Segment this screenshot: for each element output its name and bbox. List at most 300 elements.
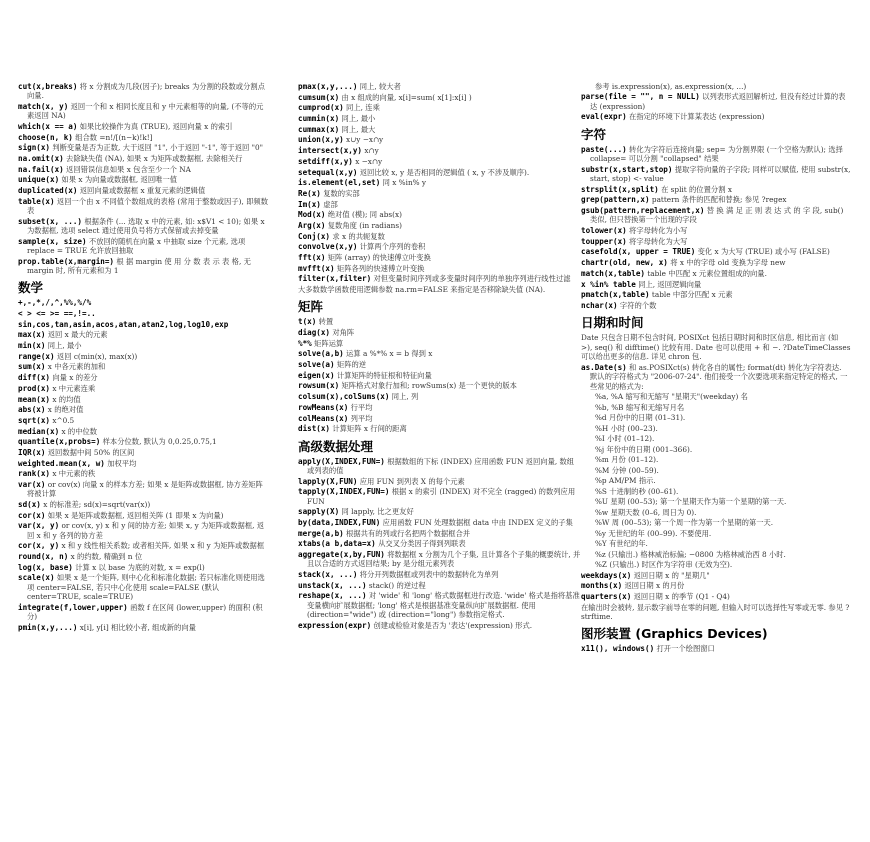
function-entry bbox=[581, 301, 851, 310]
function-signature: casefold(x, upper = TRUE) bbox=[581, 247, 696, 257]
function-signature: table(x) bbox=[18, 196, 55, 206]
function-signature: colsum(x),colSums(x) bbox=[298, 392, 390, 402]
function-signature: unstack(x, ...) bbox=[298, 580, 367, 590]
function-entry bbox=[298, 221, 581, 230]
function-signature: by(data,INDEX,FUN) bbox=[298, 517, 381, 527]
format-code-line: %d 月份中的日期 (01–31). bbox=[595, 413, 686, 423]
function-signature: diff(x) bbox=[18, 373, 51, 383]
function-entry bbox=[298, 424, 581, 433]
paragraph: 在输出时会被转, 显示数字前导在零的问题, 但输入时可以选择性写零或无零. 参见 ?strftime. bbox=[581, 602, 850, 621]
function-signature: solve(a) bbox=[298, 360, 335, 370]
function-signature: log(x, base) bbox=[18, 562, 73, 572]
function-description: 如果 x 是一个矩阵, 则中心化和标准化数据; 若只标准化则使用选项 center=FALSE, 若只中心化使用 scale=FALSE (默认 center=TRUE, scale=TRUE) bbox=[27, 573, 265, 602]
function-signature: Re(x) bbox=[298, 188, 321, 198]
function-entry bbox=[18, 186, 270, 195]
function-signature: apply(X,INDEX,FUN=) bbox=[298, 456, 385, 466]
function-entry bbox=[298, 414, 581, 423]
function-signature: weekdays(x) bbox=[581, 570, 632, 580]
function-signature: mvfft(x) bbox=[298, 263, 335, 273]
function-description: x 中元素的秩 bbox=[52, 469, 96, 479]
function-description: x[i], y[i] 相比较小者, 组成新的向量 bbox=[79, 622, 196, 632]
section-heading: 日期和时间 bbox=[581, 315, 644, 331]
function-description: 同上, 较大者 bbox=[359, 82, 401, 91]
function-entry bbox=[18, 405, 270, 414]
function-description: 将 x 中的字母 old 变换为字母 new bbox=[670, 258, 786, 268]
function-description: 应用 FUN 到列表 X 的每个元素 bbox=[359, 476, 465, 486]
function-description: 矩阵运算 bbox=[314, 338, 344, 348]
function-description: x 中各元素的加和 bbox=[47, 362, 106, 372]
function-signature: var(x, y) bbox=[18, 521, 60, 531]
function-description: stack() 的逆过程 bbox=[368, 580, 426, 590]
function-entry bbox=[581, 206, 851, 225]
function-entry bbox=[581, 185, 851, 194]
function-signature: match(x,table) bbox=[581, 268, 646, 278]
function-entry bbox=[18, 416, 270, 425]
function-signature: duplicated(x) bbox=[18, 186, 78, 196]
function-description: 加权平均 bbox=[107, 458, 137, 468]
function-description: 矩阵格式对象行加和; rowSums(x) 是一个更快的版本 bbox=[341, 381, 517, 391]
section-heading: 图形装置 (Graphics Devices) bbox=[581, 626, 768, 642]
function-signature: sin,cos,tan,asin,acos,atan,atan2,log,log10,exp bbox=[18, 319, 229, 329]
function-entry bbox=[18, 217, 270, 236]
function-description: 同上, 列 bbox=[391, 392, 419, 402]
function-signature: Mod(x) bbox=[298, 210, 326, 220]
function-signature: cummax(x) bbox=[298, 124, 340, 134]
function-signature: expression(expr) bbox=[298, 620, 372, 630]
function-entry bbox=[298, 328, 581, 337]
function-signature: Arg(x) bbox=[298, 220, 326, 230]
function-entry bbox=[581, 581, 851, 590]
function-entry bbox=[18, 395, 270, 404]
column-2 bbox=[298, 82, 581, 631]
function-entry bbox=[298, 381, 581, 390]
paragraph: Date 只包含日期不包含时间, POSIXct 包括日期时间和时区信息, 相比而言 (如 >), seq() 和 difftime() 比较有用. Date 也可以使用 + 和 −. ?DateTimeClasses 可以给出更多的信息. 详见 chron 包. bbox=[581, 333, 851, 361]
function-description: 矩阵的逆 bbox=[336, 360, 367, 370]
function-signature: < > <= >= ==,!=.. bbox=[18, 309, 96, 319]
function-description: 矩阵各列的快速傅立叶变换 bbox=[336, 263, 425, 273]
function-description: table 中匹配 x 元素位置组成的向量. bbox=[647, 268, 767, 278]
format-code-line: 参考 is.expression(x), as.expression(x, ...) bbox=[595, 82, 747, 91]
function-signature: union(x,y) bbox=[298, 135, 344, 145]
function-description: 同上, 最小 bbox=[341, 114, 376, 124]
function-signature: sapply(X) bbox=[298, 507, 340, 517]
function-entry bbox=[298, 360, 581, 369]
function-entry bbox=[298, 581, 581, 590]
function-description: 对角阵 bbox=[332, 328, 355, 338]
function-signature: median(x) bbox=[18, 426, 60, 436]
function-entry bbox=[298, 518, 581, 527]
function-description: 将字母转化为小写 bbox=[629, 226, 688, 236]
function-signature: na.fail(x) bbox=[18, 164, 64, 174]
function-signature: Conj(x) bbox=[298, 231, 331, 241]
function-description: 计算 x 以 base 为底的对数, x = exp(l) bbox=[75, 562, 205, 572]
function-entry bbox=[298, 242, 581, 251]
function-entry bbox=[298, 189, 581, 198]
format-code-line: %b, %B 缩写和无缩写月名 bbox=[595, 402, 685, 412]
function-signature: unique(x) bbox=[18, 175, 60, 185]
function-description: 列平均 bbox=[350, 413, 373, 423]
function-description: x 的均值 bbox=[52, 394, 81, 404]
function-description: 根据数组的下标 (INDEX) 应用函数 FUN 返回向量, 数组或列表的值 bbox=[307, 456, 575, 475]
function-description: 以列表形式返回解析过, 但没有经过计算的表达 (expression) bbox=[590, 92, 846, 111]
function-signature: %*% bbox=[298, 338, 312, 348]
function-description: 和 as.POSIXct(s) 转化各自的属性; format(dt) 转化为字符表达. 默认的字符格式为 "2006-07-24". 他们接受一个次要选项来指定特定的格式, 一些常见的格式为: bbox=[590, 363, 848, 391]
function-entry bbox=[298, 114, 581, 123]
function-description: 对但变量时间序列或多变量时间序列的单独序列进行线性过滤 bbox=[373, 274, 571, 284]
function-entry bbox=[18, 362, 270, 371]
function-description: pattern 条件的匹配和替换; 参见 ?regex bbox=[651, 195, 787, 205]
function-description: 复数的实部 bbox=[323, 188, 360, 198]
function-signature: round(x, n) bbox=[18, 552, 69, 562]
function-entry bbox=[298, 349, 581, 358]
function-entry bbox=[581, 280, 851, 289]
function-entry bbox=[298, 457, 581, 476]
function-description: 运算 a %*% x = b 得到 x bbox=[346, 349, 433, 359]
function-entry bbox=[298, 253, 581, 262]
function-entry bbox=[298, 392, 581, 401]
function-signature: xtabs(a b,data=x) bbox=[298, 539, 376, 549]
function-signature: cor(x) bbox=[18, 510, 46, 520]
function-entry bbox=[18, 448, 270, 457]
function-entry bbox=[581, 290, 851, 299]
function-entry bbox=[581, 237, 851, 246]
function-signature: prod(x) bbox=[18, 383, 51, 393]
function-description: 将 x 分割成为几段(因子); breaks 为分割的段数或分割点向量. bbox=[27, 82, 265, 101]
function-signature: scale(x) bbox=[18, 573, 55, 583]
format-code-line: %w 星期天数 (0–6, 周日为 0). bbox=[595, 507, 697, 517]
function-signature: choose(n, k) bbox=[18, 132, 73, 142]
function-signature: pmatch(x,table) bbox=[581, 290, 650, 300]
function-signature: max(x) bbox=[18, 330, 46, 340]
function-description: 转置 bbox=[318, 317, 334, 327]
function-signature: cumprod(x) bbox=[298, 103, 344, 113]
function-entry bbox=[18, 352, 270, 361]
function-signature: subset(x, ...) bbox=[18, 216, 83, 226]
function-signature: chartr(old, new, x) bbox=[581, 258, 668, 268]
function-signature: nchar(x) bbox=[581, 300, 618, 310]
function-entry bbox=[18, 175, 270, 184]
function-entry bbox=[18, 563, 270, 572]
function-description: 去除缺失值 (NA), 如果 x 为矩阵或数据框, 去除相关行 bbox=[66, 154, 243, 164]
function-description: 向量 x 的差分 bbox=[52, 373, 98, 383]
function-entry bbox=[298, 621, 581, 630]
function-entry bbox=[298, 570, 581, 579]
section-heading: 数学 bbox=[18, 280, 44, 296]
function-description: 在 split 的位置分割 x bbox=[661, 184, 732, 194]
format-code-line: %M 分钟 (00–59). bbox=[595, 465, 659, 475]
function-entry bbox=[298, 82, 581, 91]
function-signature: prop.table(x,margin=) bbox=[18, 256, 115, 266]
function-description: 计算两个序列的卷积 bbox=[359, 242, 426, 252]
function-entry bbox=[298, 539, 581, 548]
function-entry bbox=[298, 264, 581, 273]
section-heading: 矩阵 bbox=[298, 299, 324, 315]
function-signature: match(x, y) bbox=[18, 101, 69, 111]
function-entry bbox=[298, 178, 581, 187]
function-signature: integrate(f,lower,upper) bbox=[18, 602, 128, 612]
function-description: 样本分位数, 默认为 0,0.25,0.75,1 bbox=[102, 437, 217, 447]
format-code-line: %S 十进制的秒 (00–61). bbox=[595, 486, 679, 496]
format-code-line: %z (只输出.) 格林威治标偏; −0800 为格林威治西 8 小时. bbox=[595, 549, 786, 559]
function-description: 在指定的环境下计算某表达 (expression) bbox=[629, 112, 765, 122]
function-signature: Im(x) bbox=[298, 199, 321, 209]
function-description: x 中元素连乘 bbox=[52, 383, 96, 393]
function-entry bbox=[581, 145, 851, 164]
reference-card-page bbox=[18, 82, 864, 822]
function-entry bbox=[581, 195, 851, 204]
function-signature: x %in% table bbox=[581, 279, 636, 289]
function-signature: as.Date(s) bbox=[581, 363, 627, 373]
function-signature: min(x) bbox=[18, 341, 46, 351]
function-description: 根 据 margin 使 用 分 数 表 示 表 格, 无 margin 时, 所有元素和为 1 bbox=[27, 256, 251, 276]
section-heading: 高级数据处理 bbox=[298, 438, 374, 454]
function-signature: sign(x) bbox=[18, 143, 51, 153]
function-entry bbox=[18, 427, 270, 436]
function-description: 求 x 的共轭复数 bbox=[332, 231, 385, 241]
function-description: or cov(x, y) x 和 y 间的协方差; 如果 x, y 为矩阵或数据框, 返回 x 和 y 各列的协方差 bbox=[27, 521, 265, 540]
function-entry bbox=[298, 274, 581, 283]
function-signature: aggregate(x,by,FUN) bbox=[298, 549, 385, 559]
function-description: 如果 x 是矩阵或数据框, 返回相关阵 (1 即果 x 为向量) bbox=[47, 510, 224, 520]
function-description: 如果 x 为向量或数据框, 返回唯一值 bbox=[61, 175, 178, 185]
format-code-line: %W 周 (00–53); 第一个周一作为第一个星期的第一天. bbox=[595, 518, 774, 528]
function-signature: fft(x) bbox=[298, 253, 326, 262]
function-description: 字符的个数 bbox=[619, 300, 657, 310]
function-description: 替 换 满 足 正 则 表 达 式 的 字 段, sub() 类似, 但只替换第一个出现的字段 bbox=[590, 206, 844, 225]
function-description: 返回 c(min(x), max(x)) bbox=[56, 351, 138, 361]
function-description: x 的中位数 bbox=[61, 426, 98, 436]
format-code-line: %y 无世纪的年 (00–99). 不要使用. bbox=[595, 528, 712, 538]
function-description: 如果比较操作为真 (TRUE), 返回向量 x 的索引 bbox=[79, 121, 233, 131]
function-entry bbox=[18, 373, 270, 382]
function-description: 打开一个绘图窗口 bbox=[656, 644, 715, 654]
function-entry bbox=[581, 269, 851, 278]
function-signature: reshape(x, ...) bbox=[298, 591, 367, 601]
function-signature: substr(x,start,stop) bbox=[581, 164, 673, 174]
function-signature: na.omit(x) bbox=[18, 154, 64, 164]
function-entry bbox=[298, 135, 581, 144]
function-description: 同 lapply, 比之更友好 bbox=[341, 507, 414, 517]
function-entry bbox=[18, 320, 270, 329]
function-description: 提取字符向量的子字段; 同样可以赋值, 使用 substr(x, start, stop) <- value bbox=[590, 164, 851, 184]
function-signature: eval(expr) bbox=[581, 112, 627, 122]
function-entry bbox=[18, 480, 270, 499]
function-entry bbox=[18, 122, 270, 131]
function-entry bbox=[18, 623, 270, 632]
function-description: 返回日期 x 的月份 bbox=[624, 581, 685, 591]
function-signature: colMeans(x) bbox=[298, 413, 349, 423]
function-entry bbox=[298, 507, 581, 516]
function-description: 将分开列数据框或列表中的数据转化为单列 bbox=[359, 569, 499, 579]
function-signature: which(x == a) bbox=[18, 121, 78, 131]
function-description: 对 'wide' 和 'long' 格式数据框进行改造. 'wide' 格式是指将基准变量横向扩展数据框; 'long' 格式是根据基准变量纵向扩展数据框. 使用 (direction="wide") 或 (direction="long") 参数指定格式. bbox=[307, 591, 580, 619]
function-signature: quantile(x,probs=) bbox=[18, 437, 101, 447]
function-entry bbox=[18, 154, 270, 163]
function-entry bbox=[18, 237, 270, 256]
function-signature: sqrt(x) bbox=[18, 415, 51, 425]
function-description: 根据共有的列或行名把两个数据框合并 bbox=[346, 528, 471, 538]
function-description: 从交叉分类因子得到列联表 bbox=[378, 539, 466, 549]
function-description: x −x∩y bbox=[355, 156, 383, 166]
function-entry bbox=[581, 112, 851, 121]
function-entry bbox=[18, 469, 270, 478]
function-signature: pmin(x,y,...) bbox=[18, 622, 78, 632]
function-signature: intersect(x,y) bbox=[298, 146, 363, 156]
function-description: 虚部 bbox=[323, 199, 338, 209]
function-entry bbox=[298, 487, 581, 506]
function-description: 创建或检验对象是否为 '表达'(expression) 形式. bbox=[373, 620, 533, 630]
function-entry bbox=[581, 571, 851, 580]
function-description: x 和 y 线性相关系数; 或者相关阵, 如果 x 和 y 为矩阵或数据框 bbox=[61, 541, 265, 551]
function-signature: abs(x) bbox=[18, 405, 46, 415]
function-description: 同上, 连乘 bbox=[346, 103, 380, 113]
function-signature: setdiff(x,y) bbox=[298, 156, 353, 166]
function-signature: cut(x,breaks) bbox=[18, 82, 78, 91]
function-description: 同上, 最大 bbox=[341, 124, 376, 134]
function-description: x∩y bbox=[364, 146, 379, 156]
function-signature: setequal(x,y) bbox=[298, 167, 358, 177]
function-description: 返回一个由 x 不同值个数组成的表格 (常用于整数或因子), 即频数表 bbox=[27, 196, 269, 216]
function-entry bbox=[298, 317, 581, 326]
function-description: 返回向量或数据框 x 重复元素的逻辑值 bbox=[79, 186, 206, 196]
function-description: 根据条件 (... 选取 x 中的元素, 如: x$V1 < 10); 如果 x 为数据框, 选项 select 通过使用负号将方式保留或去掉变量 bbox=[27, 216, 265, 236]
function-description: 绝对值 (模); 同 abs(x) bbox=[327, 210, 402, 220]
function-entry bbox=[18, 437, 270, 446]
function-entry bbox=[581, 644, 851, 653]
function-entry bbox=[298, 339, 581, 348]
function-description: 变化 x 为大写 (TRUE) 或小写 (FALSE) bbox=[697, 247, 830, 257]
function-entry bbox=[581, 165, 851, 184]
function-description: x∪y −x∩y bbox=[346, 135, 384, 145]
function-entry bbox=[18, 257, 270, 276]
function-signature: tapply(X,INDEX,FUN=) bbox=[298, 487, 390, 497]
function-description: 返回比较 x, y 是否相同的逻辑值 ( x, y 不涉及顺序). bbox=[359, 167, 530, 177]
function-description: or cov(x) 向量 x 的样本方差; 如果 x 是矩阵或数据框, 协方差矩阵将被计算 bbox=[27, 480, 263, 499]
function-entry bbox=[18, 603, 270, 622]
function-signature: range(x) bbox=[18, 351, 55, 361]
function-entry bbox=[18, 552, 270, 561]
function-signature: grep(pattern,x) bbox=[581, 195, 650, 205]
function-signature: diag(x) bbox=[298, 328, 331, 338]
function-signature: var(x) bbox=[18, 480, 46, 490]
function-entry bbox=[18, 341, 270, 350]
function-signature: rowsum(x) bbox=[298, 381, 340, 391]
function-signature: rank(x) bbox=[18, 469, 51, 479]
function-entry bbox=[581, 258, 851, 267]
function-signature: dist(x) bbox=[298, 424, 331, 434]
function-signature: sd(x) bbox=[18, 500, 41, 509]
function-signature: paste(...) bbox=[581, 144, 627, 154]
function-entry bbox=[18, 197, 270, 216]
function-description: 转化为字符后连接向量; sep= 为分割界限 (一个空格为默认); 选择 collapse= 可以分割 "collapsed" 结果 bbox=[590, 144, 843, 164]
function-entry bbox=[298, 210, 581, 219]
function-entry bbox=[581, 247, 851, 256]
function-entry bbox=[298, 200, 581, 209]
function-signature: gsub(pattern,replacement,x) bbox=[581, 206, 705, 216]
function-signature: months(x) bbox=[581, 581, 623, 591]
function-entry bbox=[298, 146, 581, 155]
function-description: 函数 f 在区间 (lower,upper) 的面积 (积分) bbox=[27, 602, 263, 621]
format-code-line: %Y 有世纪的年. bbox=[595, 539, 648, 549]
function-description: x 的绝对值 bbox=[47, 405, 84, 415]
function-signature: mean(x) bbox=[18, 394, 51, 404]
function-signature: parse(file = "", n = NULL) bbox=[581, 92, 700, 102]
function-entry bbox=[298, 125, 581, 134]
function-entry bbox=[18, 459, 270, 468]
function-signature: rowMeans(x) bbox=[298, 402, 349, 412]
function-signature: +,-,*,/,^,%%,%/% bbox=[18, 298, 92, 308]
function-description: 返回数据中间 50% 的区间 bbox=[47, 447, 135, 457]
function-description: 计算矩阵的特征根和特征向量 bbox=[336, 370, 432, 380]
function-entry bbox=[581, 363, 851, 391]
function-entry bbox=[298, 591, 581, 619]
function-entry bbox=[298, 157, 581, 166]
function-signature: IQR(x) bbox=[18, 447, 46, 457]
function-description: 根据 x 的索引 (INDEX) 对不完全 (ragged) 的数列应用 FUN bbox=[307, 487, 576, 506]
function-signature: x11(), windows() bbox=[581, 644, 655, 654]
function-entry bbox=[18, 165, 270, 174]
function-entry bbox=[18, 330, 270, 339]
function-signature: cummin(x) bbox=[298, 114, 340, 124]
function-description: 返回 x 最大的元素 bbox=[47, 330, 108, 340]
function-description: 返回日期 x 的 "星期几" bbox=[633, 570, 710, 580]
function-entry bbox=[298, 168, 581, 177]
function-signature: cumsum(x) bbox=[298, 92, 340, 102]
function-entry bbox=[18, 298, 270, 307]
function-description: 判断变量是否为正数, 大于返回 "1", 小于返回 "-1", 等于返回 "0" bbox=[52, 143, 263, 153]
function-entry bbox=[298, 93, 581, 102]
function-signature: is.element(el,set) bbox=[298, 178, 381, 188]
section-heading: 字符 bbox=[581, 126, 607, 142]
function-entry bbox=[298, 550, 581, 569]
format-code-line: %Z (只输出.) 时区作为字符串 (无效为空). bbox=[595, 560, 733, 570]
format-code-line: %H 小时 (00–23). bbox=[595, 423, 658, 433]
function-signature: tolower(x) bbox=[581, 226, 627, 236]
function-description: 返回错误信息如果 x 包含至少一个 NA bbox=[66, 164, 191, 174]
function-description: 由 x 组成的向量, x[i]=sum( x[1]:x[i] ) bbox=[341, 92, 472, 102]
function-entry bbox=[18, 384, 270, 393]
function-signature: stack(x, ...) bbox=[298, 569, 358, 579]
function-signature: solve(a,b) bbox=[298, 349, 344, 359]
function-description: 将字母转化为大写 bbox=[629, 236, 688, 246]
function-signature: convolve(x,y) bbox=[298, 242, 358, 252]
function-description: 组合数 =n!/[(n−k)!k!] bbox=[75, 132, 153, 142]
function-signature: pmax(x,y,...) bbox=[298, 82, 358, 91]
function-description: table 中部分匹配 x 元素 bbox=[651, 290, 733, 300]
format-code-line: %p AM/PM 指示. bbox=[595, 476, 656, 486]
function-description: 返回一个和 x 相同长度且和 y 中元素相等的向量, (不等的元素返回 NA) bbox=[27, 101, 264, 121]
format-code-line: %m 月份 (01–12). bbox=[595, 455, 659, 465]
function-entry bbox=[298, 232, 581, 241]
function-entry bbox=[18, 500, 270, 509]
format-code-line: %j 年份中的日期 (001–366). bbox=[595, 444, 693, 454]
function-entry bbox=[581, 92, 851, 111]
function-description: 计算矩阵 x 行间的距离 bbox=[332, 424, 407, 434]
function-signature: cor(x, y) bbox=[18, 541, 60, 551]
function-entry bbox=[18, 511, 270, 520]
function-entry bbox=[18, 133, 270, 142]
function-description: 同上, 返回逻辑向量 bbox=[638, 279, 702, 289]
function-signature: eigen(x) bbox=[298, 370, 335, 380]
function-signature: quarters(x) bbox=[581, 591, 632, 601]
function-description: 应用函数 FUN 处理数据框 data 中由 INDEX 定义的子集 bbox=[382, 517, 573, 527]
function-signature: filter(x,filter) bbox=[298, 274, 372, 284]
function-description: 同 x %in% y bbox=[382, 178, 427, 188]
function-signature: merge(a,b) bbox=[298, 528, 344, 538]
function-entry bbox=[18, 573, 270, 601]
function-entry bbox=[298, 103, 581, 112]
function-signature: lapply(X,FUN) bbox=[298, 476, 358, 486]
